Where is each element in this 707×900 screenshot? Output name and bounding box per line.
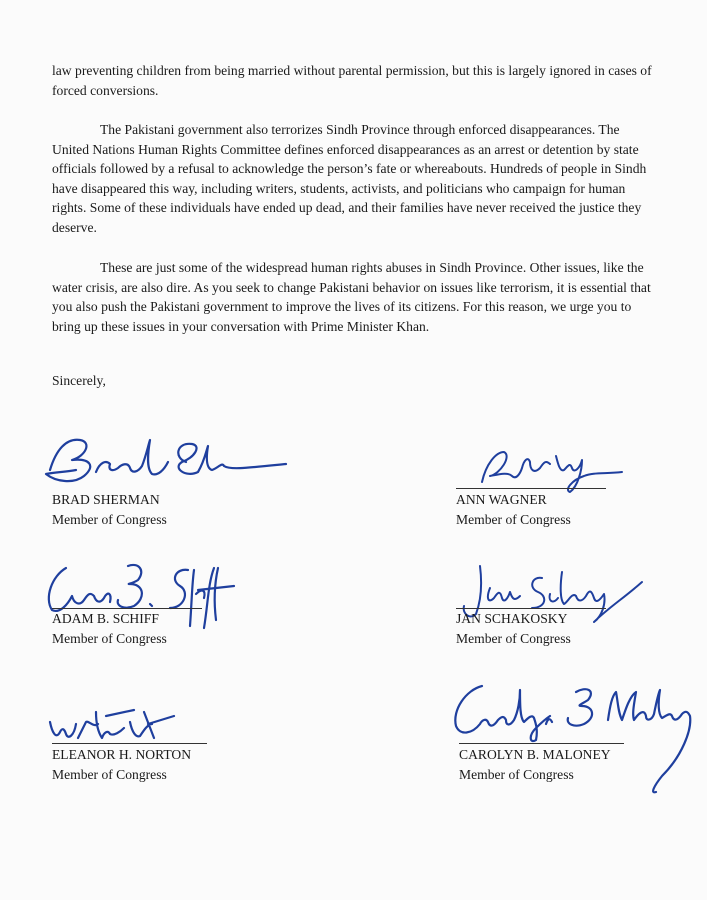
signature-line bbox=[52, 608, 202, 609]
signatory-title: Member of Congress bbox=[52, 512, 167, 527]
signatory-eleanor-norton bbox=[52, 745, 292, 785]
signatory-title: Member of Congress bbox=[52, 631, 167, 646]
signatory-title: Member of Congress bbox=[459, 767, 574, 782]
signature-ann-wagner bbox=[476, 434, 626, 494]
signatory-title: Member of Congress bbox=[456, 512, 571, 527]
signatory-name: ANN WAGNER bbox=[456, 492, 547, 507]
signature-line bbox=[456, 488, 606, 489]
signatory-name: ELEANOR H. NORTON bbox=[52, 747, 192, 762]
signatory-name: JAN SCHAKOSKY bbox=[456, 611, 568, 626]
signature-line bbox=[459, 743, 624, 744]
signatory-adam-schiff bbox=[52, 609, 292, 649]
signatory-title: Member of Congress bbox=[52, 767, 167, 782]
signature-brad-sherman bbox=[36, 432, 296, 492]
signature-line bbox=[52, 743, 207, 744]
signatory-brad-sherman bbox=[52, 490, 292, 530]
paragraph-2: The Pakistani government also terrorizes Sindh Province through enforced disappearances. The United Nations Human Rights Committee defines enforced disappearances as an arrest or detention by state officials followed by a refusal to acknowledge the person’s fate or whereabouts. Hundreds of people in Sindh have disappeared this way, including writers, students, activists, and politicians who campaign for human rights. Some of these individuals have ended up dead, and their families have never received the justice they deserve. bbox=[52, 122, 647, 235]
signatory-name: BRAD SHERMAN bbox=[52, 492, 160, 507]
signatory-jan-schakowsky bbox=[456, 609, 696, 649]
signatory-name: CAROLYN B. MALONEY bbox=[459, 747, 611, 762]
signatory-carolyn-maloney bbox=[459, 745, 699, 785]
signatory-ann-wagner bbox=[456, 490, 696, 530]
closing: Sincerely, bbox=[52, 373, 106, 388]
paragraph-1: law preventing children from being married without parental permission, but this is largely ignored in cases of forced conversions. bbox=[52, 63, 652, 98]
paragraph-3: These are just some of the widespread human rights abuses in Sindh Province. Other issues, like the water crisis, are also dire. As you seek to change Pakistani behavior on issues like terrorism, it is essential that you also push the Pakistani government to improve the lives of its citizens. For this reason, we urge you to bring up these issues in your conversation with Prime Minister Khan. bbox=[52, 260, 651, 334]
signatory-name: ADAM B. SCHIFF bbox=[52, 611, 159, 626]
signature-line bbox=[456, 608, 606, 609]
signatory-title: Member of Congress bbox=[456, 631, 571, 646]
